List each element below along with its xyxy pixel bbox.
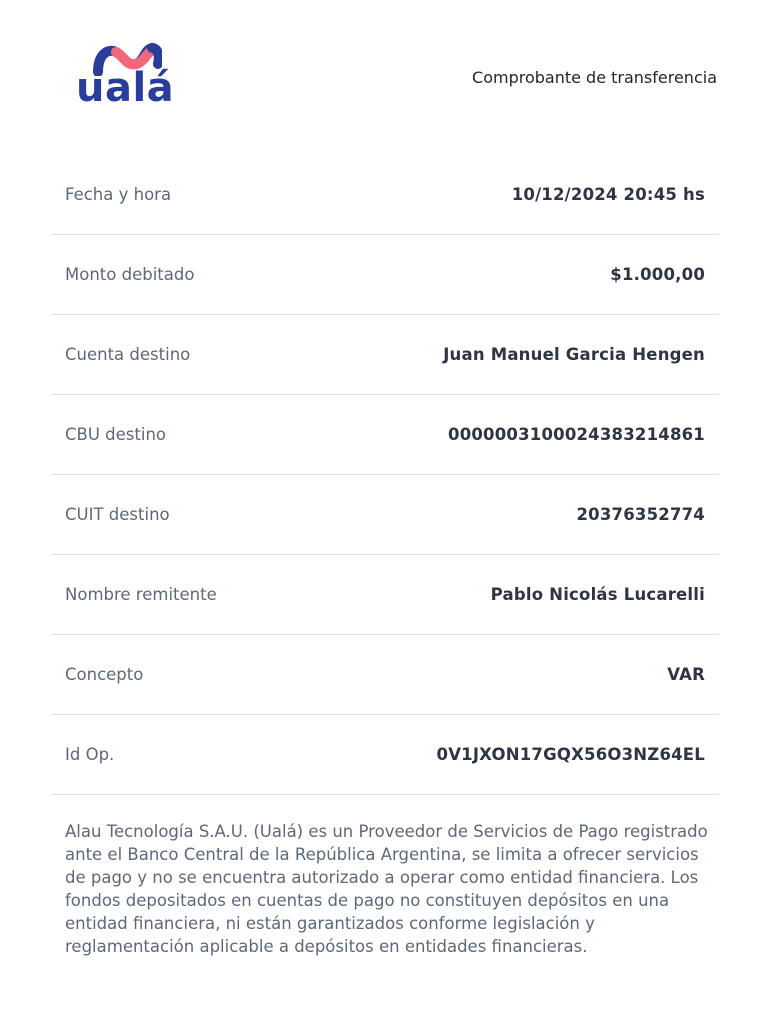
uala-logo-text: ualá <box>76 65 175 111</box>
detail-row-operation-id <box>51 715 719 795</box>
detail-row-sender-name <box>51 555 719 635</box>
detail-label: Nombre remitente <box>65 585 217 604</box>
detail-value: Pablo Nicolás Lucarelli <box>490 585 705 604</box>
detail-label: Concepto <box>65 665 144 684</box>
detail-value: 10/12/2024 20:45 hs <box>511 185 705 204</box>
detail-value: 20376352774 <box>576 505 705 524</box>
detail-label: CUIT destino <box>65 505 170 524</box>
page-title: Comprobante de transferencia <box>472 68 717 87</box>
transfer-details <box>51 155 719 795</box>
detail-value: $1.000,00 <box>610 265 705 284</box>
detail-label: CBU destino <box>65 425 166 444</box>
detail-label: Cuenta destino <box>65 345 191 364</box>
detail-value: 0000003100024383214861 <box>448 425 705 444</box>
legal-disclaimer: Alau Tecnología S.A.U. (Ualá) es un Proveedor de Servicios de Pago registrado ante el Banco Central de la República Argentina, se limita a ofrecer servicios de pago y no se encuentra autorizado a operar como entidad financiera. Los fondos depositados en cuentas de pago no constituyen depósitos en una entidad financiera, ni están garantizados conforme legislación y reglamentación aplicable a depósitos en entidades financieras. <box>65 822 708 956</box>
uala-logo <box>74 42 184 114</box>
detail-label: Id Op. <box>65 745 115 764</box>
detail-row-date <box>51 155 719 235</box>
detail-value: VAR <box>667 665 705 684</box>
detail-value: 0V1JXON17GQX56O3NZ64EL <box>436 745 705 764</box>
detail-row-concept <box>51 635 719 715</box>
detail-row-cbu <box>51 395 719 475</box>
detail-row-cuit <box>51 475 719 555</box>
detail-label: Monto debitado <box>65 265 195 284</box>
detail-label: Fecha y hora <box>65 185 172 204</box>
detail-row-destination-account <box>51 315 719 395</box>
detail-value: Juan Manuel Garcia Hengen <box>443 345 705 364</box>
receipt-header <box>0 0 768 140</box>
detail-row-amount <box>51 235 719 315</box>
